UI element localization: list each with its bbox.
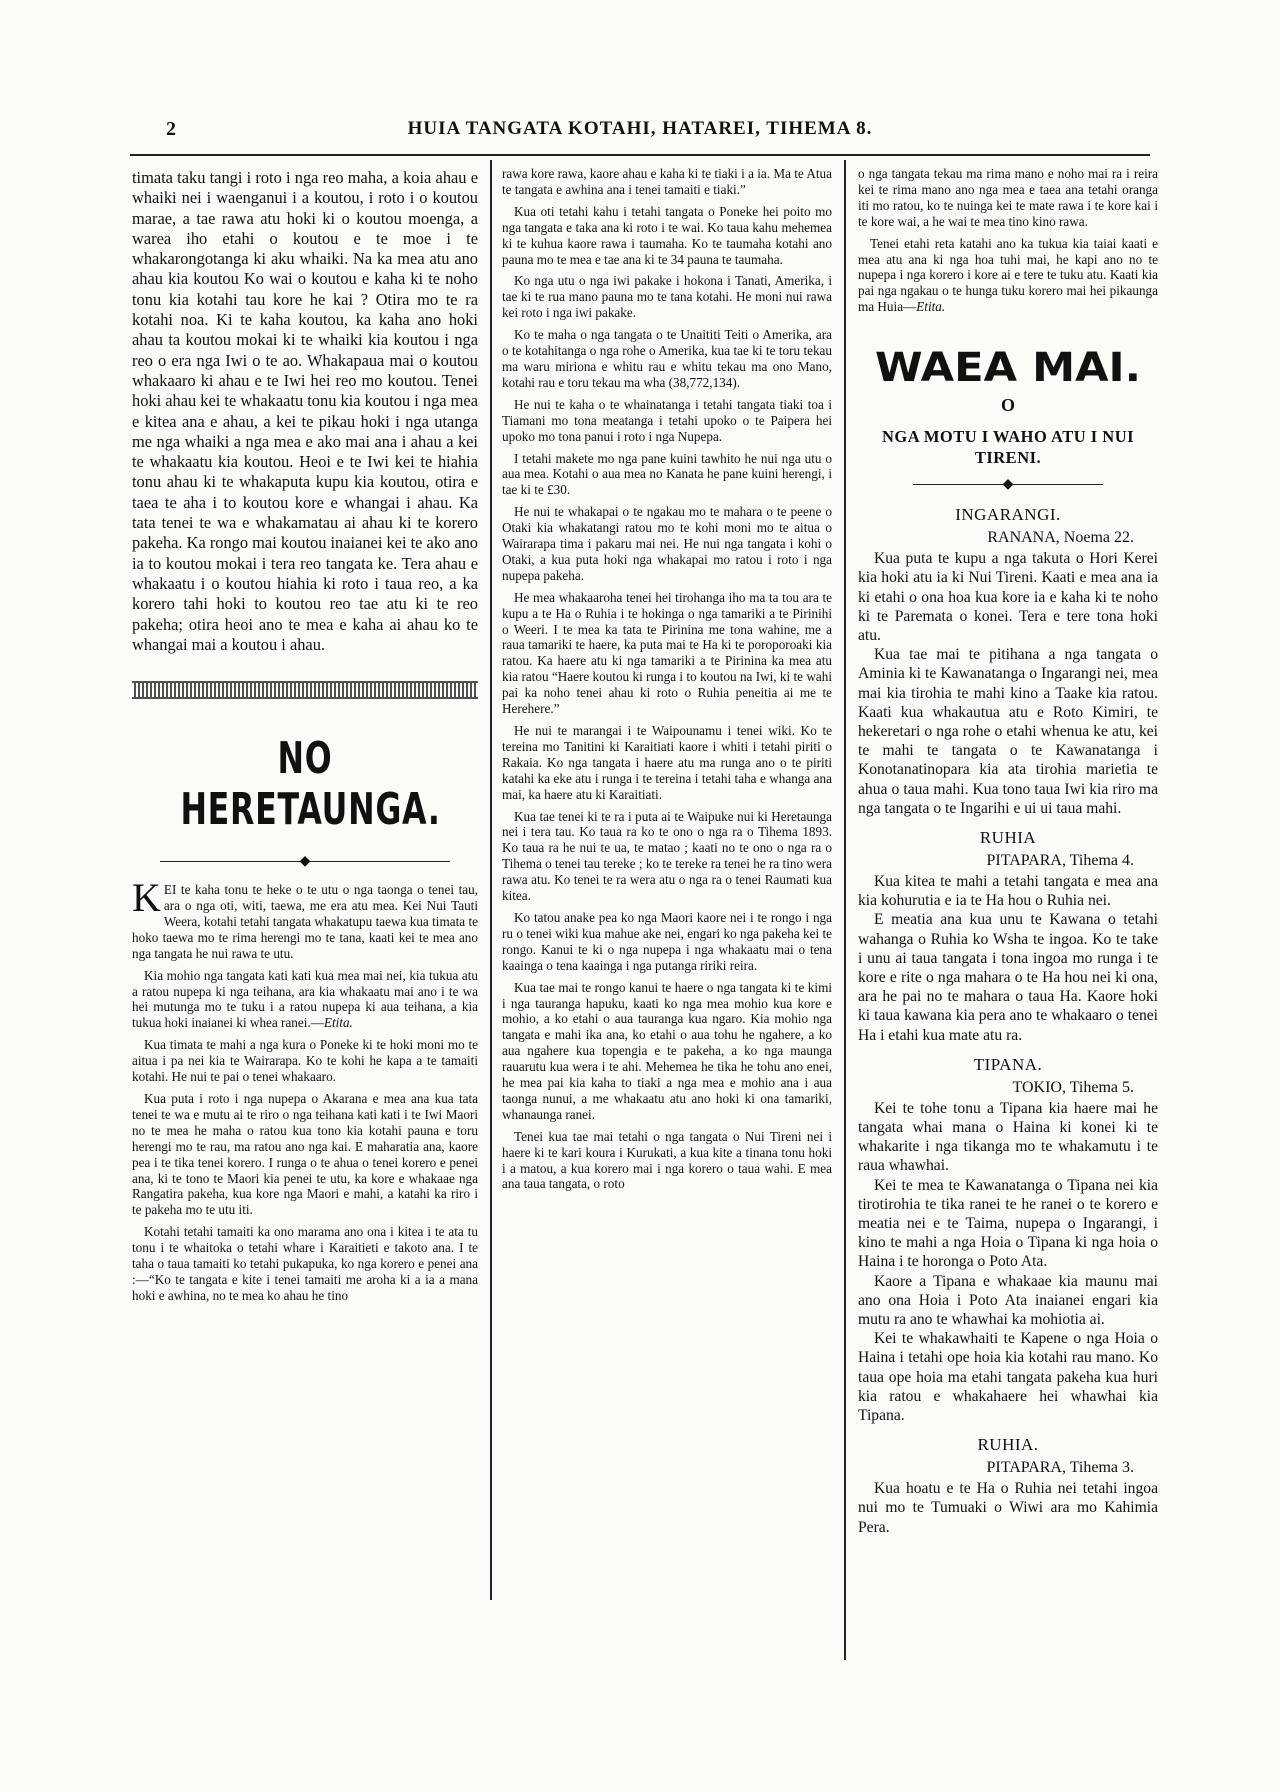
article-paragraph: Tenei etahi reta katahi ano ka tukua kia taiai kaati e mea atu ana ki nga hoa tuhi mai, he kapi ano no te nupepa i nga korero i kore ai e tere te tuku atu. Kaati kia pai nga ngakau o te hunga tuku korero mai hei pikaunga ma Huia—Etita. — [858, 235, 1158, 315]
article-paragraph: I tetahi makete mo nga pane kuini tawhito he nui nga utu o aua mea. Kotahi o aua mea no Kanata he pane kuini herengi, i tae ki te £30. — [502, 450, 832, 498]
article-paragraph: Ko tatou anake pea ko nga Maori kaore nei i te rongo i nga ru o tenei wiki kua mahue ake nei, engari ko nga pakeha kei te rongo. Kanui te ki o nga nupepa i nga whakaatu mai o tena kaainga o tena kaainga i nga putanga ririki reira. — [502, 909, 832, 973]
news-paragraph: Kua tae mai te pitihana a nga tangata o Aminia ki te Kawanatanga o Ingarangi nei, mea mai kia tirohia te mahi kino a Taake kia ratou. Kaati kua whakautua atu e Roto Kimiri, te hekeretari o nga rohe o etahi whenua ke atu, kei te mahi te tangata o te Kawanatanga i Konotanatinopara kia ata tirohia marietia te ahua o taua mahi. Kua tono taua Iwi kia riro ma nga tangata o te Ingarihi e ui ui taua mahi. — [858, 646, 1158, 817]
article-paragraph: Kua tae tenei ki te ra i puta ai te Waipuke nui ki Heretaunga nei i tera tau. Ko taua ra ko te ono o nga ra o Tihema 1893. Ko taua ra he nui te ua, te matao ; kaati no te ono o nga ra o Tihema o tenei tau tereke ; ko te tereke ra tenei he ra tino wera rawa atu. Ko tenei te ra wera atu o nga ra o tenei Raumati kua kitea. — [502, 808, 832, 904]
signature: Etita. — [916, 299, 946, 315]
dateline: RANANA, Noema 22. — [987, 529, 1134, 547]
news-section — [858, 828, 1158, 1045]
section-heading-heretaunga: NO HERETAUNGA. — [180, 733, 441, 836]
news-paragraph: Kua kitea te mahi a tetahi tangata e mea ana kia kohurutia e ia te Ha hou o Ruhia nei. — [858, 873, 1158, 910]
news-paragraph: Kua puta te kupu a nga takuta o Hori Kerei kia hoki atu ia ki Nui Tireni. Kaati e mea ana ia ki etahi o ona hoa kua kore ia e kaha ki te noho ki te Paremata o konei. Tera e tere tona hoki atu. — [858, 550, 1158, 644]
dateline: PITAPARA, Tihema 4. — [986, 852, 1134, 869]
wavy-divider — [132, 681, 478, 699]
article-paragraph: Kua tae mai te rongo kanui te haere o nga tangata ki te kimi i nga tauranga hapuku, kaati ko nga mea mohio kua kore e mohio, a ko etahi o aua tauranga kua ngaro. Kia mohio nga tangata e mahi ika ana, ko etahi o aua tohu he ngahere, a ko aua ngahere kua topengia e te pakeha, a ko nga maunga rauarutu kua wera i te ahi. Mehemea he tika he tohu ano enei, he mea pai kia kaha to tiaki a nga mea e mohio ana i aua taonga nunui, a me whakaatu atu ano hoki ki ona tamariki, whanaunga ranei. — [502, 979, 832, 1122]
article-paragraph: KEI te kaha tonu te heke o te utu o nga taonga o tenei tau, ara o nga oti, witi, taewa, me era atu mea. Kei Nui Tauti Weera, kotahi tetahi tangata whakatupu taewa kua timata te hoko taewa mo te rima herengi mo te tana, kaati kei te mea ano nga tangata he nui rawa te utu. — [132, 875, 478, 961]
article-paragraph: He mea whakaaroha tenei hei tirohanga iho ma ta tou ara te kupu a te Ha o Ruhia i te hokinga o nga tamariki a te Pirinihi o Weeri. I te mea ka tata te Pirinina me tona wahine, me a raua tamariki te haere, ka puta mai te Ha ki te poroporoaki kia ratou. Ka haere atu ki nga tamariki a te Pirinina ka mea atu kia ratou “Haere koutou ki runga i to koutou na Iwi, ki te wahi pai ka noho tenei ahau ki roto o Ruhia peneitia ai me te Herehere.” — [502, 589, 832, 717]
column-1 — [132, 168, 478, 1310]
article-paragraph: Kotahi tetahi tamaiti ka ono marama ano ona i kitea i te ata tu tonu i te whaitoka o tetahi whare i Karaitieti e takoto ana. I te taha o taua tamaiti ko tetahi pukapuka, ko nga korero e penei ana :—“Ko te tangata e kite i tenei tamaiti me aroha ki a ia a mana hoki e awhina, no te mea ko ahau he tino — [132, 1224, 478, 1303]
news-section — [858, 1435, 1158, 1537]
section-name: INGARANGI. — [955, 505, 1061, 525]
section-name: RUHIA — [979, 828, 1037, 847]
news-paragraph: E meatia ana kua unu te Kawana o tetahi wahanga o Ruhia ko Wsha te ingoa. Ko te take i unu ai taua tangata i tona ingoa mo runga i te kore e rite o nga mahara o te Ha hou nei ki ona, ara he pai no te mahara o taua Ha. Kaore hoki ki taua kawana kia pera ano te whakaaro o tenei Ha i etahi kua mate atu ra. — [858, 911, 1158, 1044]
section-name: RUHIA. — [977, 1435, 1039, 1455]
article-paragraph: Ko te maha o nga tangata o te Unaititi Teiti o Amerika, ara o te kotahitanga o nga rohe o Amerika, kua tae ki te toru tekau ma waru miriona e whitu rau e whitu tekau ma ono Mano, kotahi rau e toru tekau ma wha (38,772,134). — [502, 327, 832, 390]
letter-continuation: timata taku tangi i roto i nga reo maha, a koia ahau e whaiki nei i waenganui i a koutou, i roto i o koutou marae, a tae rawa atu hoki ki o koutou moenga, a warea iho etahi o koutou e te moe i te whakarongotanga ki aku whaiki. Na ka mea atu ano ahau kia koutou Ko wai o koutou e kaha ki te noho tonu kia kotahi tau kore he kai ? Otira mo te ra kotahi noa. Ki te kaha koutou, ka kaha ano hoki ahau ta koutou mokai ki te whaiki kia koutou i nga reo o era nga Iwi o te ao. Whakapaua mai o koutou whakaaro ki ahau e te Iwi hei reo mo koutou. Tenei hoki ahau kei te whakaatu tonu kia koutou i nga mea e kitea ana e ahau, a kei te pikau hoki i nga utanga me nga whaiki a nga mea e ako mai ana i ahau a kei te whakaatu kia koutou. Heoi e te Iwi kei te hiahia tonu ahau ki te whakaputa kupu kia koutou, otira e taea te aha i to koutou kore e whangai i ahau. Ka tata tenei te wa e whakamatau ai ahau ki te korero pakeha. Ka rongo mai koutou inaianei kei te ako ano ia to koutou mokai i tera reo tangata ke. Tera ahau e whakaatu i o koutou hiahia ki roto i taua reo, a ka korero tahi hoki to koutou reo tae atu ki te reo pakeha; otira heoi ano te mea e kaha ai ahau ko te whangai mai a koutou i ahau. — [132, 168, 478, 654]
page-number: 2 — [166, 118, 176, 140]
section-heading-waea-mai: WAEA MAI. — [874, 345, 1142, 392]
ornament-divider: ◆ — [858, 476, 1158, 493]
news-paragraph: Kaore a Tipana e whakaae kia maunu mai ano ona Hoia i Poto Ata inaianei engari kia mutu ra ano te whawhai ka mohiotia ai. — [858, 1272, 1158, 1329]
article-paragraph: Kua oti tetahi kahu i tetahi tangata o Poneke hei poito mo nga tangata e taka ana ki roto i te wai. Ko taua kahu mehemea ki te kuhua kaore rawa i taumaha. Ko te taumaha kotahi ano pauna mo te mea e tae ana ki te 34 pauna te taumaha. — [502, 203, 832, 267]
newspaper-title: HUIA TANGATA KOTAHI, HATAREI, TIHEMA 8. — [407, 118, 873, 139]
news-paragraph: Kua hoatu e te Ha o Ruhia nei tetahi ingoa nui mo te Tumuaki o Wiwi ara mo Kahimia Pera. — [858, 1480, 1158, 1536]
article-paragraph: o nga tangata tekau ma rima mano e noho mai ra i reira kei te rima mano ano nga mea e taea ana tetahi oranga iti mo ratou, ko te nuinga kei te mate rawa i te kore kai i te kore wai, a he wai te mea tino kino rawa. — [858, 166, 1158, 229]
news-section — [858, 505, 1158, 818]
waea-subtitle: NGA MOTU I WAHO ATU I NUI TIRENI. — [881, 427, 1135, 468]
article-paragraph: Kia mohio nga tangata kati kati kua mea mai nei, kia tukua atu a ratou nupepa ki nga teihana, ara kia whakaatu mai ano i te wa hei mutunga mo te tuku i a ratou nupepa ki aua teihana, a kia tukua hoki inaianei ki whea ranei.—Etita. — [132, 967, 478, 1031]
signature: Etita. — [323, 1015, 353, 1031]
article-paragraph: rawa kore rawa, kaore ahau e kaha ki te tiaki i a ia. Ma te Atua te tangata e awhina ana i tenei tamaiti e tiaki.” — [502, 166, 832, 197]
article-paragraph: Tenei kua tae mai tetahi o nga tangata o Nui Tireni nei i haere ki te kari koura i Kurukati, a kua kite a tinana tonu hoki i a matou, a kua korero mai i nga korero o taua wahi. E mea ana taua tangata, o roto — [502, 1128, 832, 1192]
article-paragraph: Kua timata te mahi a nga kura o Poneke ki te hoki moni mo te aitua i pa nei kia te Wairarapa. Ko te kohi he kapa a te tamaiti kotahi. He nui te pai o tenei whakaaro. — [132, 1037, 478, 1085]
dateline: TOKIO, Tihema 5. — [1012, 1078, 1134, 1096]
column-3 — [858, 166, 1158, 1537]
waea-o: O — [1000, 395, 1015, 416]
page-header — [130, 112, 1150, 142]
column-divider-1 — [490, 160, 492, 1600]
column-2 — [502, 166, 832, 1198]
article-paragraph: He nui te kaha o te whainatanga i tetahi tangata tiaki toa i Tiamani mo tona meatanga i tetahi upoko o te Paipera hei upoko mo tona panui i roto i nga Nupepa. — [502, 396, 832, 444]
article-paragraph: Ko nga utu o nga iwi pakake i hokona i Tanati, Amerika, i tae ki te rua mano pauna mo te tana kotahi. He moni nui rawa kei roto i nga iwi pakake. — [502, 273, 832, 321]
header-rule — [130, 154, 1150, 156]
dateline: PITAPARA, Tihema 3. — [986, 1459, 1134, 1477]
news-paragraph: Kei te tohe tonu a Tipana kia haere mai he tangata whai mana o Haina ki konei ki te whakarite i nga tikanga mo te whakamutu i te raua whawhai. — [858, 1099, 1158, 1175]
drop-cap: K — [132, 875, 161, 921]
news-paragraph: Kei te mea te Kawanatanga o Tipana nei kia tirotirohia te tika ranei te he ranei o te korero e meatia nei e te Taima, nupepa o Ingarangi, i kino te mahi a nga Hoia o Tipana ki nga hoia o Haina i te horonga o Poto Ata. — [858, 1176, 1158, 1271]
article-paragraph: Kua puta i roto i nga nupepa o Akarana e mea ana kua tata tenei te wa e mutu ai te riro o nga teihana kati kati i te Iwi Maori no te mea he maha o ratou kua tono kia kotahi pauna e toru herengi mo te rau, ma ratou ano nga kai. E maharatia ana, kaore pea i te tika tenei korero. I runga o te ahua o tenei korero e penei ana, ki te tono te Maori kia penei te utu, ka kore e whakaae nga Rangatira pakeha, kua kore nga Maori e mahi, a katahi ka riro i te pakeha mo te utu iti. — [132, 1091, 478, 1218]
ornament-divider: ◆ — [132, 853, 478, 870]
news-section — [858, 1055, 1158, 1425]
section-name: TIPANA. — [973, 1054, 1043, 1074]
article-paragraph: He nui te marangai i te Waipounamu i tenei wiki. Ko te tereina mo Tanitini ki Karaitiati kaore i whiti i tetahi piriti o Rakaia. Ko nga tangata i haere atu ma runga ano o te piriti katahi ka eke atu i runga i te tereina i tetahi taha e whanga ana mai, ka haere atu ki Karaitiati. — [502, 723, 832, 802]
article-paragraph: He nui te whakapai o te ngakau mo te mahara o te peene o Otaki kia whakatangi ratou mo te kohi moni mo te aitua o Wairarapa tima i pakaru mai nei. He nui nga tangata i kohi o Otaki, a kua puta hoki nga whakapai mo ratou i roto i nga nupepa pakeha. — [502, 504, 832, 583]
news-paragraph: Kei te whakawhaiti te Kapene o nga Hoia o Haina i tetahi ope hoia kia kotahi rau mano. Ko taua ope hoia ma etahi tangata pakeha kua huri kia ratou e whakahaere hei whawhai kia Tipana. — [858, 1330, 1158, 1425]
